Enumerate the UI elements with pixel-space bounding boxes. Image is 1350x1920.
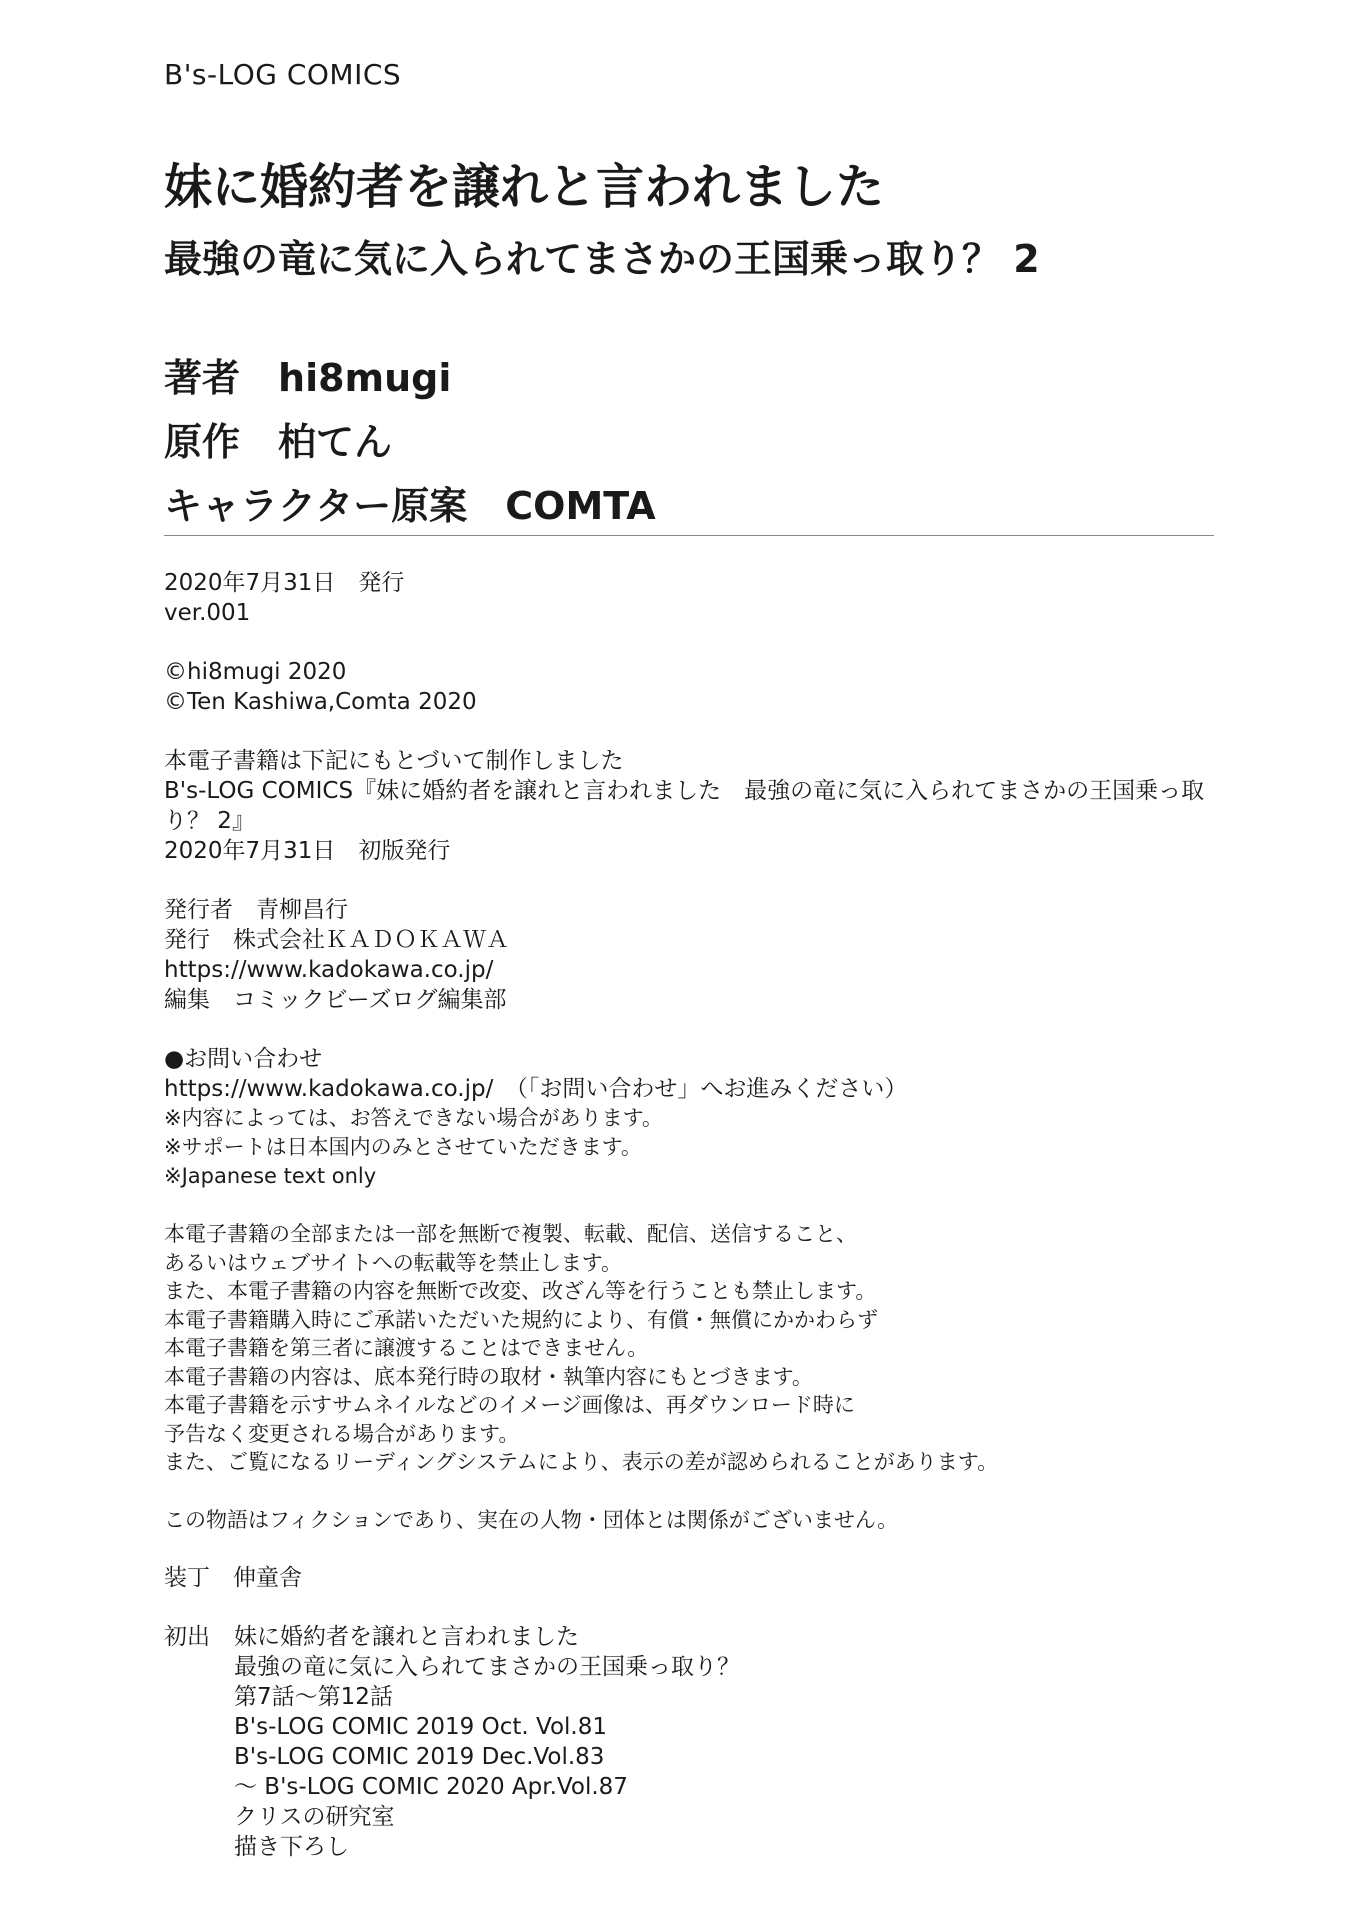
first-appearance-line: 最強の竜に気に入られてまさかの王国乗っ取り？ [234,1654,740,1680]
notice-line: また、本電子書籍の内容を無断で改変、改ざん等を行うことも禁止します。 [164,1279,877,1303]
copyright-line: ©Ten Kashiwa,Comta 2020 [164,689,477,715]
first-appearance-list [234,1622,1214,1862]
credit-role: 原作 [164,420,241,464]
publisher: 発行 株式会社ＫＡＤＯＫＡＷＡ [164,927,509,953]
notice-line: 本電子書籍の全部または一部を無断で複製、転載、配信、送信すること、 [164,1222,857,1246]
publisher-url: https://www.kadokawa.co.jp/ [164,957,494,983]
fiction-disclaimer [164,1506,1214,1535]
first-appearance-label: 初出 [164,1624,210,1650]
first-appearance-line: B's-LOG COMIC 2019 Oct. Vol.81 [234,1714,607,1740]
contact-heading: ●お問い合わせ [164,1046,323,1072]
book-title: 妹に婚約者を譲れと言われました [164,159,885,215]
editor: 編集 コミックビーズログ編集部 [164,987,507,1013]
first-appearance-line: クリスの研究室 [234,1804,395,1830]
credit-author [164,346,656,410]
design-credit [164,1563,1214,1593]
contact-block [164,1044,1214,1191]
version: ver.001 [164,600,251,626]
notice-line: 予告なく変更される場合があります。 [164,1421,520,1446]
first-appearance-line: B's-LOG COMIC 2019 Dec.Vol.83 [234,1744,605,1770]
credit-character-design [164,474,656,538]
first-appearance-line: 描き下ろし [234,1834,349,1860]
contact-note: ※内容によっては、お答えできない場合があります。 [164,1106,663,1130]
credit-role: キャラクター原案 [164,484,468,528]
book-subtitle: 最強の竜に気に入られてまさかの王国乗っ取り？ 2 [164,237,1040,281]
copyright-block [164,657,1214,717]
publisher-block [164,895,1214,1015]
fiction-line: この物語はフィクションであり、実在の人物・団体とは関係がございません。 [164,1507,899,1532]
divider [164,535,1214,536]
first-appearance-line: ～ B's-LOG COMIC 2020 Apr.Vol.87 [234,1774,628,1800]
notice-line: また、ご覧になるリーディングシステムにより、表示の差が認められることがあります。 [164,1450,999,1474]
first-appearance-line: 第7話～第12話 [234,1684,393,1710]
colophon-text [164,568,1214,1891]
credit-original-work [164,410,656,474]
credits [164,346,656,538]
copyright-line: ©hi8mugi 2020 [164,659,347,685]
imprint-label: B's-LOG COMICS [164,58,402,91]
contact-url: https://www.kadokawa.co.jp/ （「お問い合わせ」へお進みください） [164,1076,908,1102]
credit-role: 著者 [164,356,241,400]
source-block [164,746,1214,866]
release-date: 2020年7月31日 発行 [164,570,405,596]
design-line: 装丁 伸童舎 [164,1565,302,1591]
source-book: B's-LOG COMICS『妹に婚約者を譲れと言われました 最強の竜に気に入られてまさかの王国乗っ取り？ 2』 [164,778,1205,834]
notice-line: 本電子書籍購入時にご承諾いただいた規約により、有償・無償にかかわらず [164,1307,878,1332]
release-info [164,568,1214,628]
credit-name: COMTA [505,484,656,528]
credit-name: hi8mugi [278,356,452,400]
notice-line: あるいはウェブサイトへの転載等を禁止します。 [164,1250,623,1275]
legal-notice [164,1220,1214,1477]
first-appearance-line: 妹に婚約者を譲れと言われました [234,1624,579,1650]
notice-line: 本電子書籍を第三者に譲渡することはできません。 [164,1336,649,1360]
first-appearance [164,1622,1214,1862]
source-date: 2020年7月31日 初版発行 [164,838,451,864]
contact-note: ※Japanese text only [164,1164,377,1188]
source-intro: 本電子書籍は下記にもとづいて制作しました [164,748,624,774]
credit-name: 柏てん [278,420,393,464]
notice-line: 本電子書籍を示すサムネイルなどのイメージ画像は、再ダウンロード時に [164,1393,855,1417]
contact-note: ※サポートは日本国内のみとさせていただきます。 [164,1135,642,1159]
notice-line: 本電子書籍の内容は、底本発行時の取材・執筆内容にもとづきます。 [164,1364,813,1389]
issuer: 発行者 青柳昌行 [164,897,348,923]
